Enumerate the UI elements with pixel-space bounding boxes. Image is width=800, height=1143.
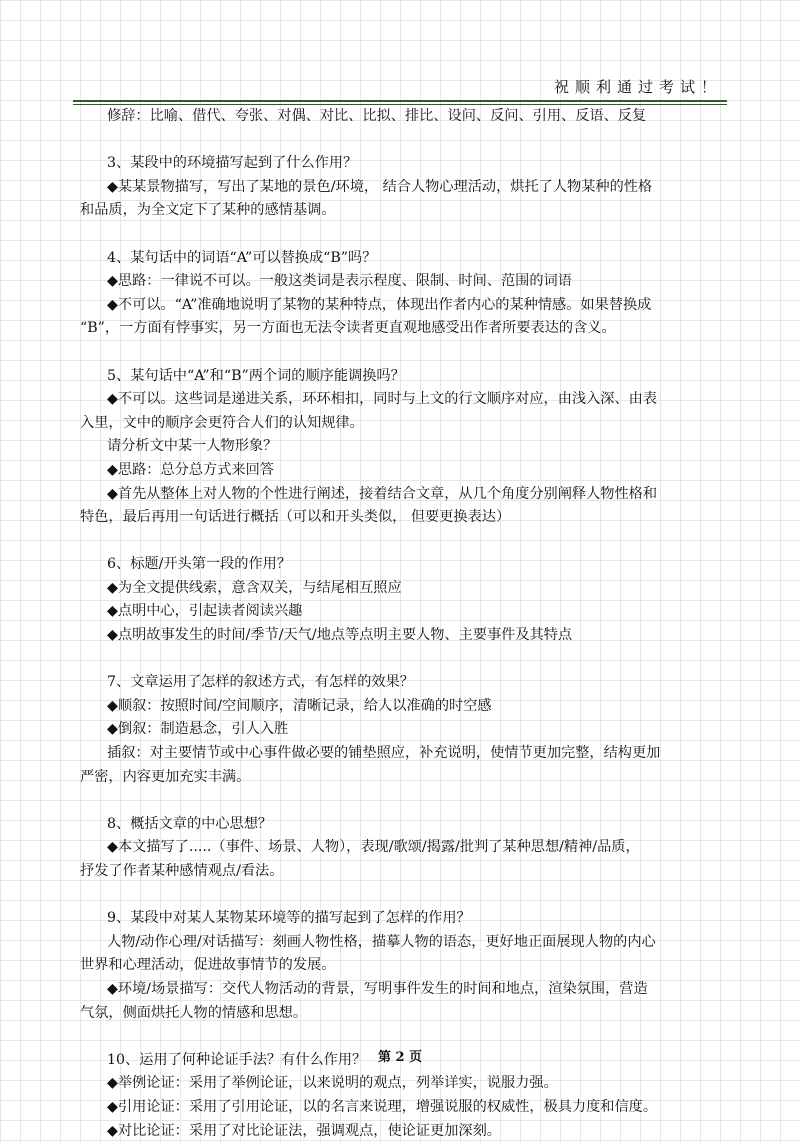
text-line: ◆思路：总分总方式来回答 xyxy=(107,461,274,478)
text-line: ◆思路：一律说不可以。一般这类词是表示程度、限制、时间、范围的词语 xyxy=(107,273,572,290)
text-line: ◆环境/场景描写：交代人物活动的背景，写明事件发生的时间和地点，渲染氛围，营造 xyxy=(107,980,648,997)
text-line: 8、概括文章的中心思想？ xyxy=(107,815,273,832)
text-line: 4、某句话中的词语“A”可以替换成“B”吗？ xyxy=(107,249,377,266)
text-line: 9、某段中对某人某物某环境等的描写起到了怎样的作用？ xyxy=(107,910,471,927)
paragraph-gap xyxy=(80,648,730,672)
text-line: ◆点明中心，引起读者阅读兴趣 xyxy=(107,603,303,620)
text-line: 和品质，为全文定下了某种的感情基调。 xyxy=(80,202,336,219)
paragraph-gap xyxy=(80,341,730,365)
text-line: “B”，一方面有悖事实，另一方面也无法令读者更直观地感受出作者所要表达的含义。 xyxy=(80,320,616,337)
text-line: 请分析文中某一人物形象？ xyxy=(107,438,278,455)
text-line: ◆顺叙：按照时间/空间顺序，清晰记录，给人以准确的时空感 xyxy=(107,697,492,714)
text-line: 10、运用了何种论证手法？有什么作用？ xyxy=(107,1051,367,1068)
text-line: ◆举例论证：采用了举例论证，以来说明的观点，列举详实，说服力强。 xyxy=(107,1075,558,1092)
text-line: ◆点明故事发生的时间/季节/天气/地点等点明主要人物、主要事件及其特点 xyxy=(107,627,573,644)
text-line: 6、标题/开头第一段的作用？ xyxy=(107,556,292,573)
text-line: 7、文章运用了怎样的叙述方式，有怎样的效果？ xyxy=(107,674,414,691)
text-line: ◆为全文提供线索，意含双关，与结尾相互照应 xyxy=(107,579,402,596)
text-line: ◆引用论证：采用了引用论证，以的名言来说理，增强说服的权威性，极具力度和信度。 xyxy=(107,1098,658,1115)
paragraph-gap xyxy=(80,223,730,247)
paragraph-gap xyxy=(80,884,730,908)
header-slogan: 祝顺利通过考试！ xyxy=(553,78,722,96)
text-line: 入里，文中的顺序会更符合人们的认知规律。 xyxy=(80,414,364,431)
paragraph-gap xyxy=(80,530,730,554)
text-line: 5、某句话中“A”和“B”两个词的顺序能调换吗？ xyxy=(107,367,405,384)
text-line: ◆本文描写了.....（事件、场景、人物），表现/歌颂/揭露/批判了某种思想/精神/品质， xyxy=(107,839,640,856)
document-body xyxy=(80,105,730,1143)
text-line: ◆不可以。“A”准确地说明了某物的某种特点，体现出作者内心的某种情感。如果替换成 xyxy=(107,296,652,313)
text-line: ◆首先从整体上对人物的个性进行阐述，接着结合文章，从几个角度分别阐释人物性格和 xyxy=(107,485,658,502)
text-line: 严密，内容更加充实丰满。 xyxy=(80,768,251,785)
text-line: 插叙：对主要情节或中心事件做必要的铺垫照应，补充说明，使情节更加完整，结构更加 xyxy=(107,745,661,762)
paragraph-gap xyxy=(80,789,730,813)
text-line: 气氛，侧面烘托人物的情感和思想。 xyxy=(80,1004,308,1021)
page-number: 第 2 页 xyxy=(377,1050,423,1065)
text-line: 3、某段中的环境描写起到了什么作用？ xyxy=(107,155,358,172)
text-line: ◆对比论证：采用了对比论证法，强调观点，使论证更加深刻。 xyxy=(107,1122,501,1139)
text-line: 特色，最后再用一句话进行概括（可以和开头类似， 但要更换表达） xyxy=(80,509,511,526)
text-line: ◆不可以。这些词是递进关系，环环相扣，同时与上文的行文顺序对应，由浅入深、由表 xyxy=(107,391,658,408)
text-line: ◆倒叙：制造悬念，引人入胜 xyxy=(107,721,289,738)
paragraph-gap xyxy=(80,129,730,153)
text-line: ◆某某景物描写，写出了某地的景色/环境， 结合人物心理活动，烘托了人物某种的性格 xyxy=(107,178,653,195)
text-line: 人物/动作心理/对话描写：刻画人物性格，描摹人物的语态，更好地正面展现人物的内心 xyxy=(107,933,656,950)
text-line: 世界和心理活动，促进故事情节的发展。 xyxy=(80,957,336,974)
text-line: 修辞：比喻、借代、夸张、对偶、对比、比拟、排比、设问、反问、引用、反语、反复 xyxy=(107,108,647,124)
text-line: 抒发了作者某种感情观点/看法。 xyxy=(80,863,284,879)
